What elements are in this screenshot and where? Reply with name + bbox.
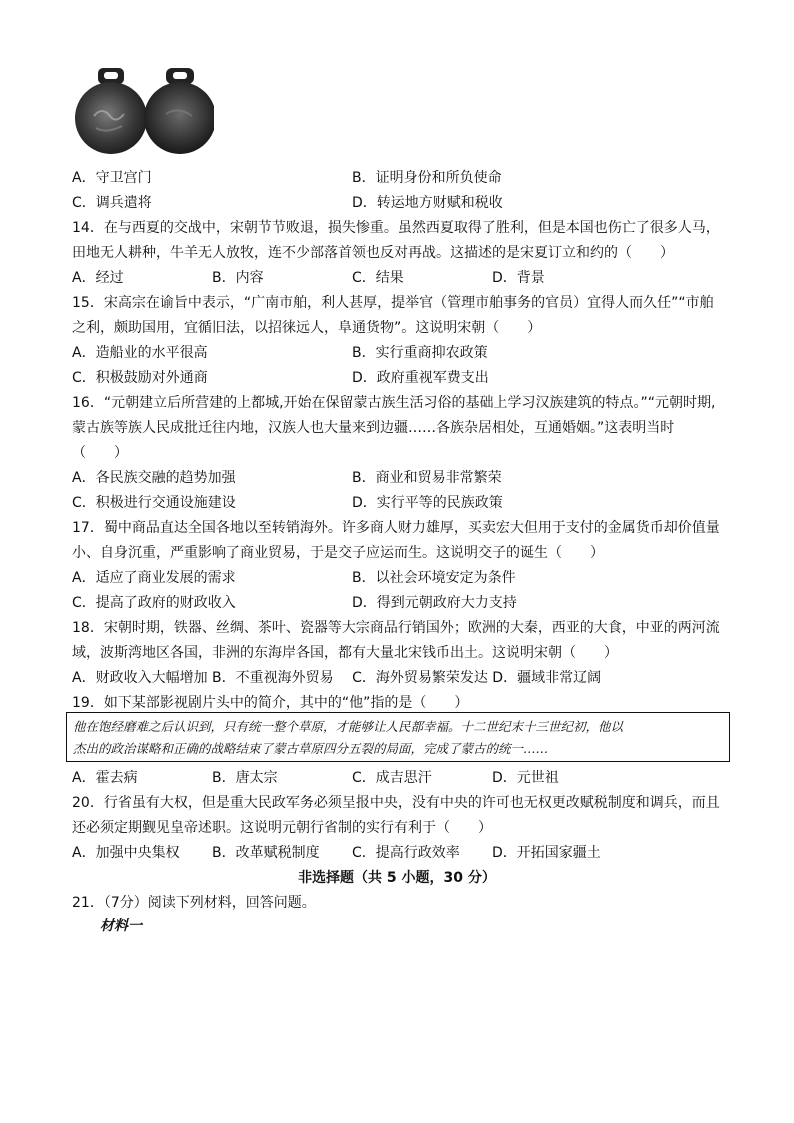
q18-stem-line2: 域，波斯湾地区各国，非洲的东海岸各国，都有大量北宋钱币出土。这说明宋朝（ ） [72,645,618,661]
q19-quote-line2: 杰出的政治谋略和正确的战略结束了蒙古草原四分五裂的局面，完成了蒙古的统一…… [73,741,549,756]
q19-option-a[interactable]: A．霍去病 [72,770,138,786]
q16-option-c[interactable]: C．积极进行交通设施建设 [72,495,236,511]
q19-option-d[interactable]: D．元世祖 [492,770,559,786]
q14-option-c[interactable]: C．结果 [352,270,404,286]
q19-quote-box [66,712,730,762]
q20-option-b[interactable]: B．改革赋税制度 [212,845,320,861]
q21-material-label: 材料一 [100,918,142,934]
q16-stem-line1: 16．“元朝建立后所营建的上都城,开始在保留蒙古族生活习俗的基础上学习汉族建筑的特点。”“元朝时期, [72,395,716,411]
q16-option-a[interactable]: A．各民族交融的趋势加强 [72,470,236,486]
q13-option-b[interactable]: B．证明身份和所负使命 [352,170,502,186]
q19-quote-line1: 他在饱经磨难之后认识到，只有统一整个草原，才能够让人民都幸福。十二世纪末十三世纪初，他以 [73,719,624,734]
q15-stem-line1: 15．宋高宗在谕旨中表示，“广南市舶，利人甚厚，提举官（管理市舶事务的官员）宜得人而久任”“市舶 [72,295,714,311]
q13-option-a[interactable]: A．守卫宫门 [72,170,152,186]
q14-option-b[interactable]: B．内容 [212,270,264,286]
q15-option-a[interactable]: A．造船业的水平很高 [72,345,208,361]
q20-stem-line1: 20．行省虽有大权，但是重大民政军务必须呈报中央，没有中央的许可也无权更改赋税制度和调兵，而且 [72,795,720,811]
q17-option-a[interactable]: A．适应了商业发展的需求 [72,570,236,586]
section-title: 非选择题（共 5 小题，30 分） [298,870,496,886]
q20-stem-line2: 还必须定期觐见皇帝述职。这说明元朝行省制的实行有利于（ ） [72,820,492,836]
q17-option-b[interactable]: B．以社会环境安定为条件 [352,570,516,586]
q21-stem-line1: 21．（7分）阅读下列材料，回答问题。 [72,895,316,911]
q14-stem-line2: 田地无人耕种，牛羊无人放牧，连不少部落首领也反对再战。这描述的是宋夏订立和约的（ ） [72,245,674,261]
q14-option-a[interactable]: A．经过 [72,270,124,286]
q15-stem-line2: 之利，颇助国用，宜循旧法，以招徕远人，阜通货物”。这说明宋朝（ ） [72,320,542,336]
q13-option-c[interactable]: C．调兵遣将 [72,195,152,211]
q18-stem-line1: 18．宋朝时期，铁器、丝绸、茶叶、瓷器等大宗商品行销国外；欧洲的大秦，西亚的大食，中亚的两河流 [72,620,720,636]
q17-stem-line1: 17．蜀中商品直达全国各地以至转销海外。许多商人财力雄厚，买卖宏大但用于支付的金属货币却价值量 [72,520,720,536]
q20-option-d[interactable]: D．开拓国家疆土 [492,845,601,861]
q14-stem-line1: 14．在与西夏的交战中，宋朝节节败退，损失惨重。虽然西夏取得了胜利，但是本国也伤亡了很多人马， [72,220,720,236]
q13-option-d[interactable]: D．转运地方财赋和税收 [352,195,503,211]
q16-option-d[interactable]: D．实行平等的民族政策 [352,495,503,511]
q15-option-c[interactable]: C．积极鼓励对外通商 [72,370,208,386]
q16-option-b[interactable]: B．商业和贸易非常繁荣 [352,470,502,486]
q20-option-a[interactable]: A．加强中央集权 [72,845,180,861]
q15-option-d[interactable]: D．政府重视军费支出 [352,370,489,386]
coin-tokens-image [74,66,214,158]
q19-option-c[interactable]: C．成吉思汗 [352,770,432,786]
q16-stem-line2: 蒙古族等族人民成批迁往内地，汉族人也大量来到边疆……各族杂居相处，互通婚姻。”这表明当时 [72,420,675,436]
q14-option-d[interactable]: D．背景 [492,270,545,286]
q17-option-d[interactable]: D．得到元朝政府大力支持 [352,595,517,611]
q19-option-b[interactable]: B．唐太宗 [212,770,278,786]
coin-icon [74,66,214,158]
q19-stem-line1: 19．如下某部影视剧片头中的简介，其中的“他”指的是（ ） [72,695,469,711]
q17-stem-line2: 小、自身沉重，严重影响了商业贸易，于是交子应运而生。这说明交子的诞生（ ） [72,545,604,561]
q17-option-c[interactable]: C．提高了政府的财政收入 [72,595,236,611]
q15-option-b[interactable]: B．实行重商抑农政策 [352,345,488,361]
q16-stem-line3: （ ） [72,445,128,461]
q18-options[interactable]: A．财政收入大幅增加 B．不重视海外贸易 C．海外贸易繁荣发达 D．疆域非常辽阔 [72,670,602,686]
q20-option-c[interactable]: C．提高行政效率 [352,845,460,861]
